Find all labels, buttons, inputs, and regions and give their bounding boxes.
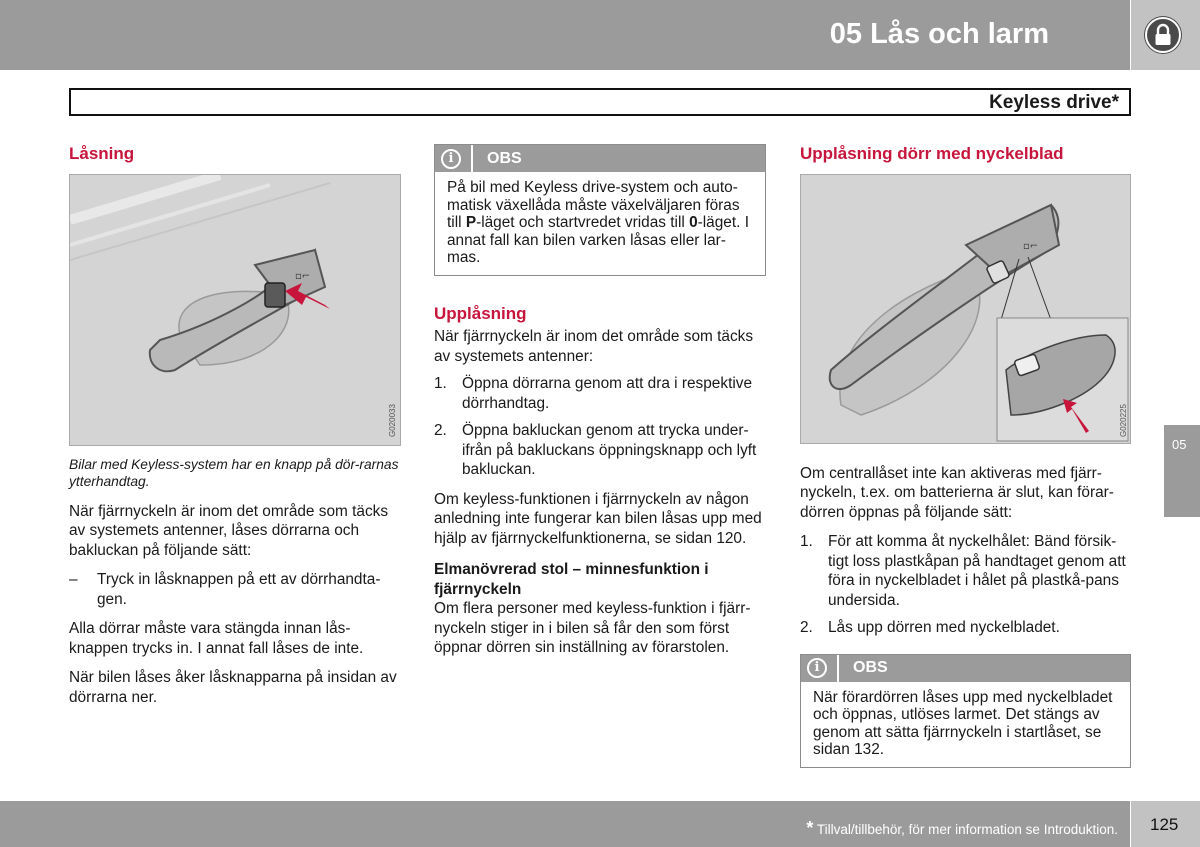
figure-code: G020225 bbox=[1119, 403, 1128, 437]
list-item bbox=[69, 570, 401, 609]
figure-code: G020033 bbox=[388, 403, 397, 437]
info-icon: i bbox=[807, 658, 827, 678]
dash-marker: – bbox=[69, 571, 78, 588]
svg-text:▫⌐: ▫⌐ bbox=[1023, 240, 1039, 252]
chapter-icon-box bbox=[1131, 0, 1200, 70]
obs-divider bbox=[471, 145, 473, 172]
column-nyckelblad bbox=[800, 144, 1131, 784]
section-title: Keyless drive* bbox=[989, 92, 1119, 113]
footer-note bbox=[806, 818, 1118, 839]
footer-bar bbox=[0, 801, 1130, 847]
svg-text:▫⌐: ▫⌐ bbox=[295, 270, 311, 282]
obs-header bbox=[435, 145, 765, 172]
heading-upplasning: Upplåsning bbox=[434, 303, 527, 323]
list-item bbox=[434, 421, 766, 480]
step-text: Öppna dörrarna genom att dra i respektive dörrhandtag. bbox=[462, 375, 753, 412]
dash-list bbox=[69, 570, 401, 609]
paragraph: När bilen låses åker låsknapparna på insidan av dörrarna ner. bbox=[69, 669, 397, 706]
door-handle-key-figure bbox=[800, 174, 1131, 444]
obs-text-part: -läget och startvredet vridas till bbox=[476, 214, 690, 231]
step-number: 1. bbox=[800, 533, 813, 550]
column-lasning bbox=[69, 144, 401, 717]
chapter-side-tab bbox=[1164, 425, 1200, 517]
column-upplasning bbox=[434, 144, 766, 668]
page-number-box bbox=[1131, 801, 1200, 847]
list-item bbox=[800, 618, 1131, 638]
obs-label: OBS bbox=[487, 149, 522, 167]
list-item bbox=[800, 532, 1131, 610]
obs-bold-zero: 0 bbox=[689, 214, 698, 231]
header-bar bbox=[0, 0, 1130, 70]
obs-text: När förardörren låses upp med nyckelbladet och öppnas, utlöses larmet. Det stängs av genom att sätta fjärrnyckeln i startlåset, se sidan 132. bbox=[813, 688, 1113, 758]
footnote-star: * bbox=[806, 818, 814, 838]
section-bar bbox=[69, 88, 1131, 116]
paragraph: Alla dörrar måste vara stängda innan lås-knappen trycks in. I annat fall låses de inte. bbox=[69, 620, 364, 657]
paragraph: När fjärrnyckeln är inom det område som täcks av systemets antenner: bbox=[434, 328, 754, 365]
step-text: Öppna bakluckan genom att trycka under-ifrån på bakluckans öppningsknapp och lyft bakluckan. bbox=[462, 422, 757, 478]
step-text: Lås upp dörren med nyckelbladet. bbox=[828, 619, 1060, 636]
heading-nyckelblad: Upplåsning dörr med nyckelblad bbox=[800, 144, 1064, 163]
paragraph: Om keyless-funktionen i fjärrnyckeln av någon anledning inte fungerar kan bilen låsas upp med hjälp av fjärrnyckelfunktionerna, se sidan 120. bbox=[434, 490, 762, 547]
figure-caption: Bilar med Keyless-system har en knapp på dör-rarnas ytterhandtag. bbox=[69, 456, 399, 489]
paragraph: Om flera personer med keyless-funktion i fjärr-nyckeln stiger in i bilen så får den som först öppnar dörren sin inställning av förarstolen. bbox=[434, 600, 751, 656]
paragraph: Om centrallåset inte kan aktiveras med fjärr-nyckeln, t.ex. om batterierna är slut, kan förar-dörren öppnas på följande sätt: bbox=[800, 464, 1114, 521]
steps-list bbox=[800, 532, 1131, 638]
obs-bold-p: P bbox=[465, 214, 477, 231]
obs-box bbox=[800, 654, 1131, 768]
step-number: 2. bbox=[434, 422, 447, 439]
obs-text-part: På bil med Keyless drive-system och auto-matisk växellåda måste växelväljaren föras till bbox=[447, 179, 740, 231]
obs-label: OBS bbox=[853, 659, 888, 677]
list-item-text: Tryck in låsknappen på ett av dörrhandta-gen. bbox=[97, 571, 381, 608]
info-icon: i bbox=[441, 149, 461, 169]
chapter-title: 05 Lås och larm bbox=[829, 18, 1049, 50]
list-item bbox=[434, 374, 766, 413]
obs-text-part: -läget. I annat fall kan bilen varken låsas eller lar-mas. bbox=[447, 214, 749, 266]
page-number: 125 bbox=[1150, 815, 1179, 834]
side-tab-label: 05 bbox=[1172, 437, 1187, 452]
lock-icon bbox=[1145, 17, 1181, 53]
obs-divider bbox=[837, 655, 839, 682]
heading-lasning: Låsning bbox=[69, 144, 135, 163]
obs-text bbox=[435, 172, 765, 275]
step-number: 2. bbox=[800, 619, 813, 636]
step-text: För att komma åt nyckelhålet: Bänd försik-tigt loss plastkåpan på handtaget genom att föra in nyckelbladet i hålet på plastkå-pans undersida. bbox=[828, 533, 1126, 609]
subheading-memory: Elmanövrerad stol – minnesfunktion i fjärrnyckeln bbox=[434, 561, 709, 598]
door-handle-lock-figure bbox=[69, 174, 401, 446]
obs-header bbox=[801, 655, 1130, 682]
footnote-text: Tillval/tillbehör, för mer information se Introduktion. bbox=[816, 822, 1118, 837]
step-number: 1. bbox=[434, 375, 447, 392]
obs-box bbox=[434, 144, 766, 276]
paragraph: När fjärrnyckeln är inom det område som täcks av systemets antenner, låses dörrarna och bakluckan på följande sätt: bbox=[69, 502, 389, 559]
steps-list bbox=[434, 374, 766, 480]
